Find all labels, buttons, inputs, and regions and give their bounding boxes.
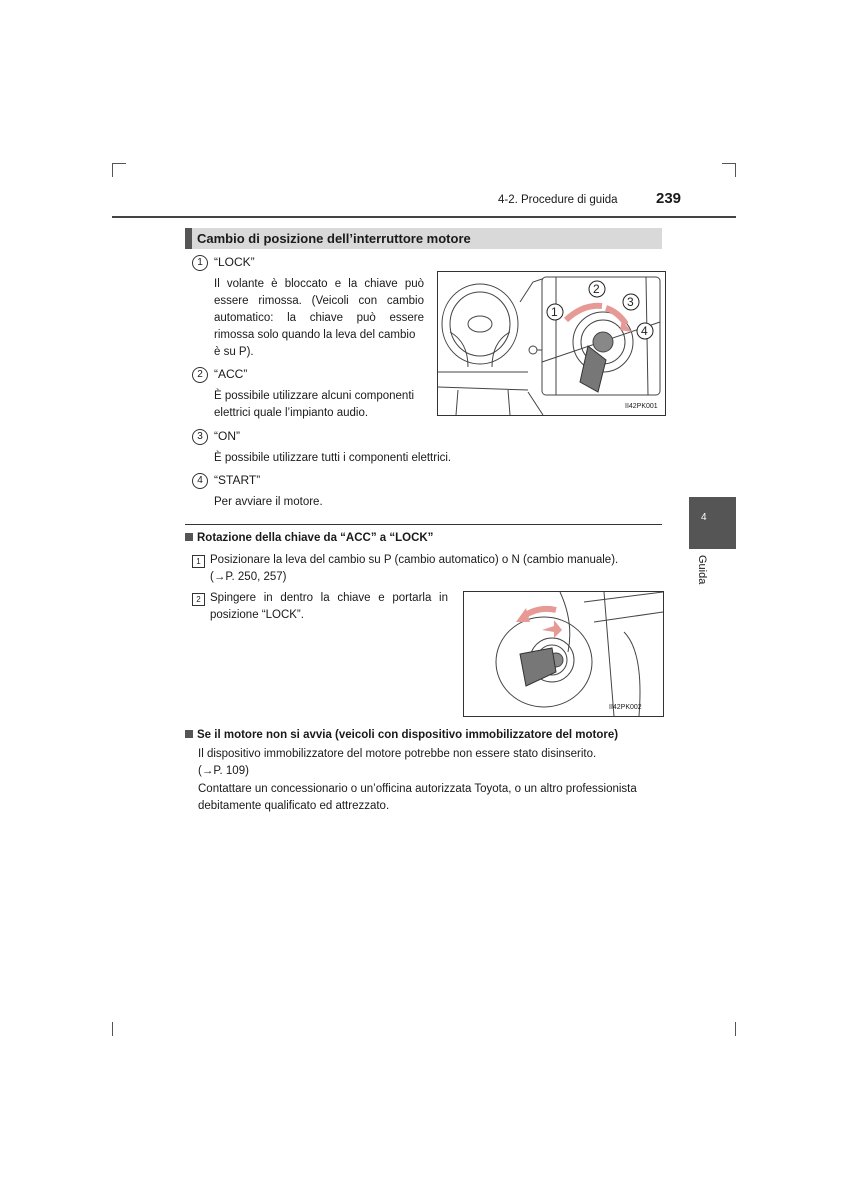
text-line: Posizionare la leva del cambio su P (cambio automatico) o N (cambio manuale). [210, 554, 619, 566]
text-line: Il volante è bloccato e la chiave può [214, 278, 424, 290]
marker-circle-2: 2 [192, 367, 208, 383]
figure-code: II42PK002 [609, 704, 642, 711]
callout-2: 2 [593, 282, 600, 296]
page-number: 239 [656, 190, 682, 207]
text-line: è su P). [214, 346, 254, 358]
square-bullet-icon [185, 533, 193, 541]
crop-mark [722, 163, 736, 164]
crop-mark [112, 1022, 113, 1036]
text-line: Contattare un concessionario o un’officina autorizzata Toyota, o un altro professionista [198, 783, 637, 795]
step-marker-1: 1 [192, 555, 205, 568]
position-title-acc: “ACC” [214, 367, 248, 381]
header-section: 4-2. Procedure di guida [498, 194, 618, 206]
text-line: posizione “LOCK”. [210, 609, 304, 621]
position-title-on: “ON” [214, 429, 240, 443]
position-title-lock: “LOCK” [214, 255, 255, 269]
immobilizer-para-1 [198, 746, 663, 780]
marker-circle-1: 1 [192, 255, 208, 271]
step-marker-2: 2 [192, 593, 205, 606]
text-line: Per avviare il motore. [214, 496, 323, 508]
section-title: Cambio di posizione dell’interruttore motore [197, 231, 471, 246]
text-line: elettrici quale l’impianto audio. [214, 407, 369, 419]
crop-mark [735, 1022, 736, 1036]
text-line: È possibile utilizzare alcuni componenti [214, 390, 415, 402]
immobilizer-heading-text: Se il motore non si avvia (veicoli con dispositivo immobilizzatore del motore) [197, 729, 619, 741]
position-desc-start [214, 494, 514, 511]
figure-ignition-switch [437, 271, 666, 416]
text-line: (→P. 250, 257) [210, 571, 287, 583]
text-line: È possibile utilizzare tutti i componenti elettrici. [214, 452, 452, 464]
callout-3: 3 [627, 295, 634, 309]
marker-circle-4: 4 [192, 473, 208, 489]
position-desc-acc [214, 388, 429, 422]
position-desc-lock [214, 276, 424, 361]
chapter-number: 4 [701, 512, 707, 523]
immobilizer-heading [185, 729, 618, 741]
callout-1: 1 [551, 305, 558, 319]
section-title-bar [185, 228, 662, 249]
crop-mark [112, 163, 126, 164]
text-line: (→P. 109) [198, 765, 249, 777]
step-1-text [210, 552, 660, 586]
crop-mark [735, 163, 736, 177]
text-line: automatico: la chiave può essere [214, 312, 424, 324]
chapter-tab[interactable] [689, 497, 736, 549]
rotation-heading [185, 532, 433, 544]
key-rotation-illustration [464, 592, 663, 716]
text-line: Il dispositivo immobilizzatore del motore potrebbe non essere stato disinserito. [198, 748, 597, 760]
section-divider [185, 524, 662, 525]
position-title-start: “START” [214, 473, 261, 487]
text-line: essere rimossa. (Veicoli con cambio [214, 295, 424, 307]
immobilizer-para-2 [198, 781, 663, 815]
text-line: debitamente qualificato ed attrezzato. [198, 800, 390, 812]
text-line: rimossa solo quando la leva del cambio [214, 329, 416, 341]
section-title-marker [185, 228, 192, 249]
figure-key-rotation [463, 591, 664, 717]
square-bullet-icon [185, 730, 193, 738]
ignition-switch-illustration [438, 272, 665, 415]
text-line: Spingere in dentro la chiave e portarla in [210, 592, 448, 604]
crop-mark [112, 163, 113, 177]
step-2-text [210, 590, 448, 624]
chapter-label: Guida [696, 555, 708, 585]
figure-code: II42PK001 [625, 403, 658, 410]
header-rule [112, 216, 736, 218]
callout-4: 4 [641, 324, 648, 338]
rotation-heading-text: Rotazione della chiave da “ACC” a “LOCK” [197, 532, 434, 544]
marker-circle-3: 3 [192, 429, 208, 445]
position-desc-on [214, 450, 514, 467]
